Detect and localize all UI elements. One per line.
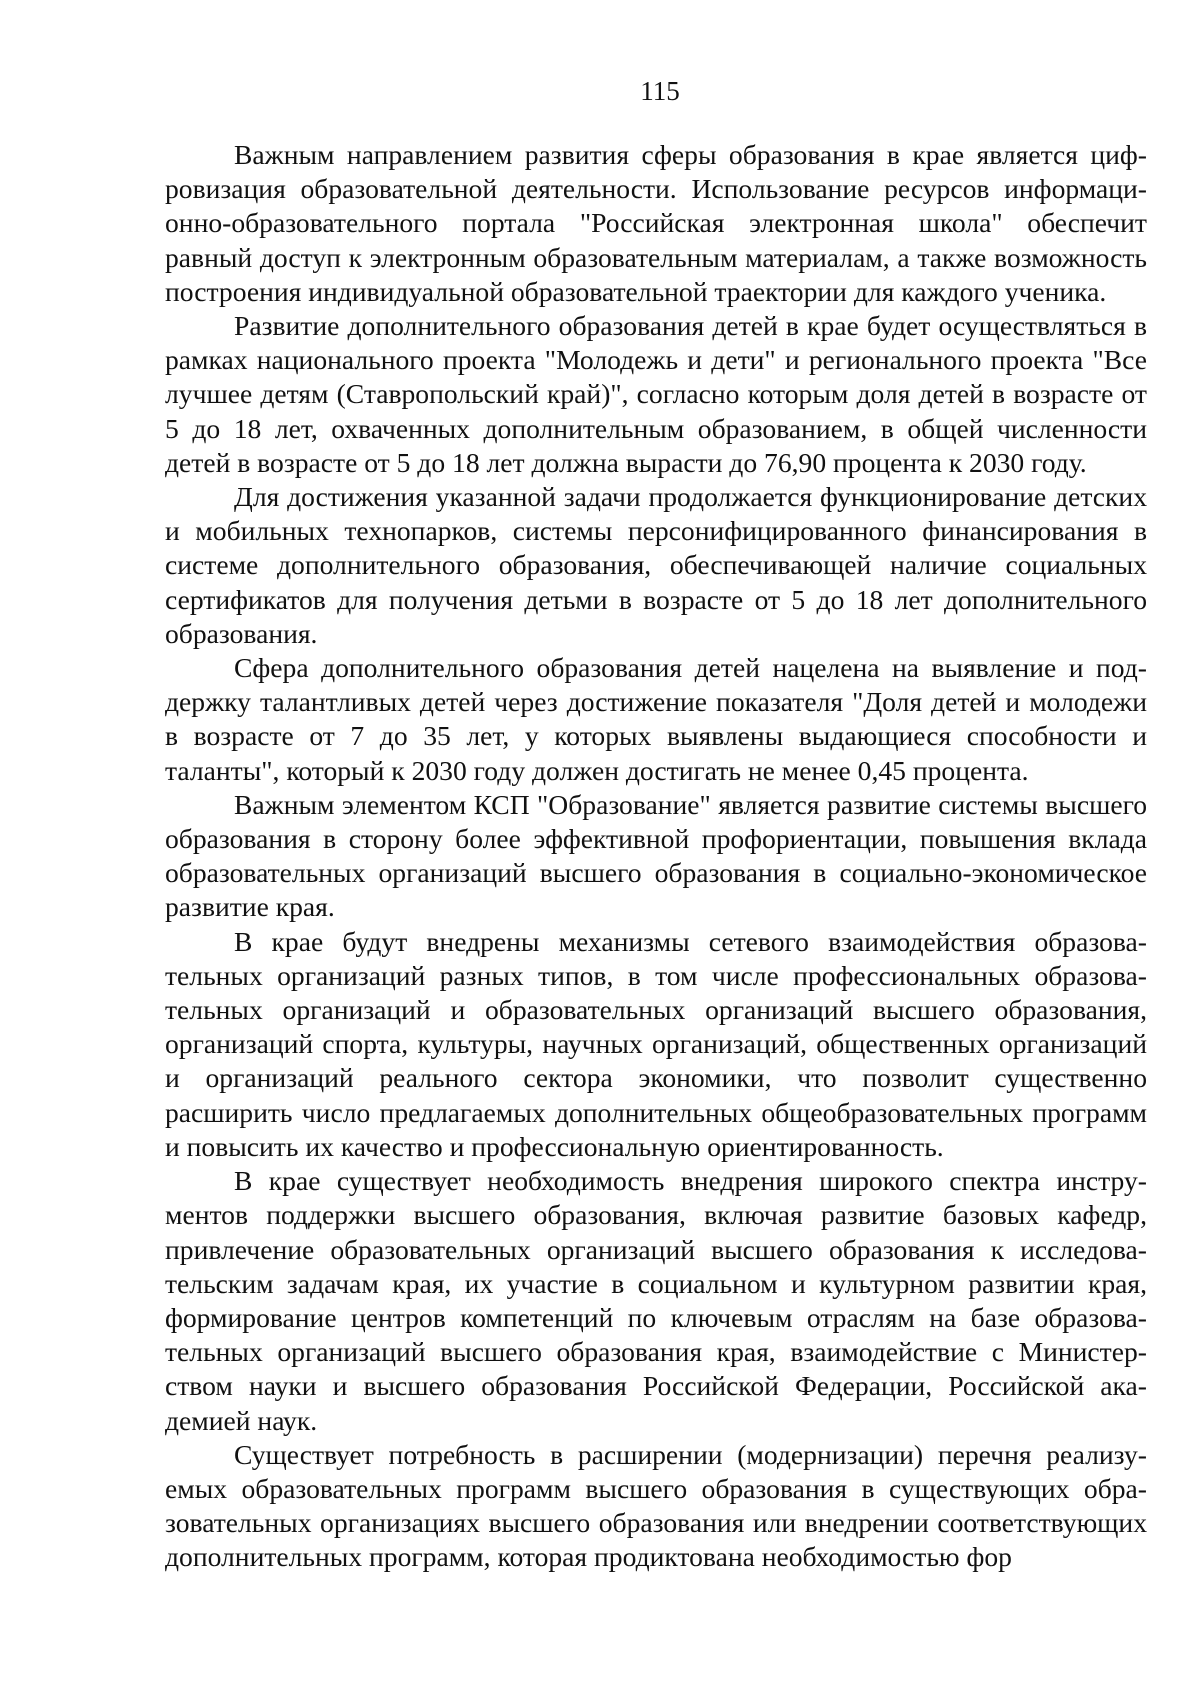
- paragraph-support-instruments: В крае существует необходимость внедрения широкого спектра инструментов поддержки высшего образования, включая развитие базовых кафедр, привлечение образовательных организаций высшего образования к исследовательским задачам края, их участие в социальном и культурном развитии края, формирование центров компетенций по ключевым отраслям на базе образовательных организаций высшего образования края, взаимодействие с Министерством науки и высшего образования Российской Федерации, Российской академией наук.: [165, 1165, 1147, 1436]
- paragraph-additional-education: Развитие дополнительного образования детей в крае будет осуществляться в рамках национального проекта "Молодежь и дети" и регионального проекта "Все лучшее детям (Ставропольский край)", согласно которым доля детей в возрасте от 5 до 18 лет, охваченных дополнительным образованием, в общей численности детей в возрасте от 5 до 18 лет должна вырасти до 76,90 процента к 2030 году.: [165, 310, 1147, 478]
- paragraph-digitalization: Важным направлением развития сферы образования в крае является цифровизация образовательной деятельности. Использование ресурсов информационно-образовательного портала "Российская электронная школа" обеспечит равный доступ к электронным образовательным материалам, а также возможность построения индивидуальной образовательной траектории для каждого ученика.: [165, 139, 1147, 307]
- paragraph-higher-education-system: Важным элементом КСП "Образование" является развитие системы высшего образования в сторону более эффективной профориентации, повышения вклада образовательных организаций высшего образования в социально-экономическое развитие края.: [165, 788, 1147, 923]
- page-number: 115: [640, 76, 680, 106]
- paragraph-technoparks: Для достижения указанной задачи продолжается функционирование детских и мобильных технопарков, системы персонифицированного финансирования в системе дополнительного образования, обеспечивающей наличие социальных сертификатов для получения детьми в возрасте от 5 до 18 лет дополнительного образования.: [165, 481, 1147, 649]
- paragraph-network-interaction: В крае будут внедрены механизмы сетевого взаимодействия образовательных организаций разных типов, в том числе профессиональных образовательных организаций и образовательных организаций высшего образования, организаций спорта, культуры, научных организаций, общественных организаций и организаций реального сектора экономики, что позволит существенно расширить число предлагаемых дополнительных общеобразовательных программ и повысить их качество и профессиональную ориентированность.: [165, 925, 1147, 1162]
- paragraph-program-expansion: Существует потребность в расширении (модернизации) перечня реализуемых образовательных программ высшего образования в существующих образовательных организациях высшего образования или внедрении соответствующих дополнительных программ, которая продиктована необходимостью фор: [165, 1438, 1147, 1573]
- document-body: [165, 138, 1147, 1575]
- paragraph-talented-children: Сфера дополнительного образования детей нацелена на выявление и поддержку талантливых детей через достижение показателя "Доля детей и молодежи в возрасте от 7 до 35 лет, у которых выявлены выдающиеся способности и таланты", который к 2030 году должен достигать не менее 0,45 процента.: [165, 652, 1147, 786]
